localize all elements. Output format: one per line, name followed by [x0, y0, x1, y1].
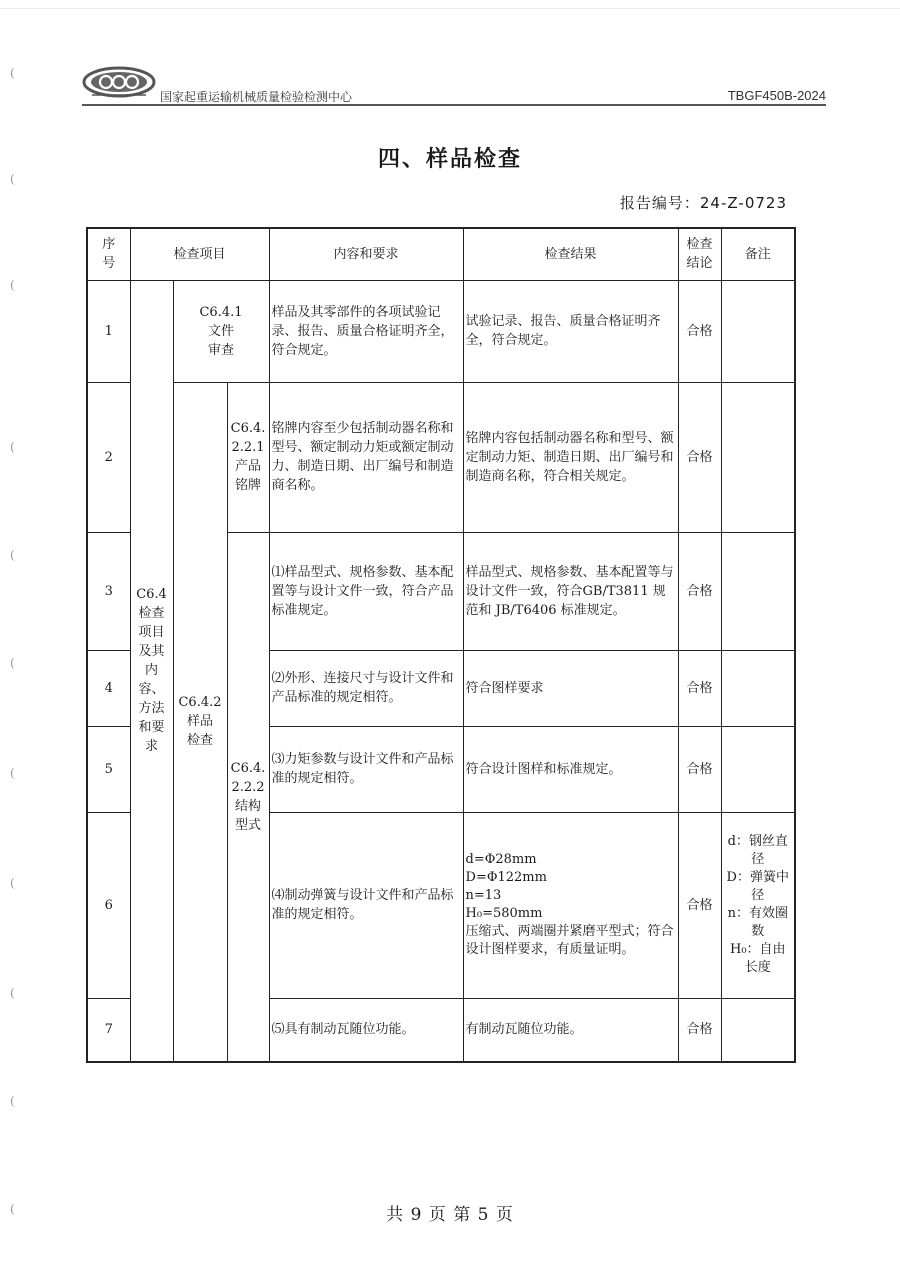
result-cell: 样品型式、规格参数、基本配置等与设计文件一致，符合GB/T3811 规范和 JB/T6406 标准规定。: [463, 532, 678, 650]
group-label-line: 方法: [138, 701, 165, 717]
group-label-c64: [130, 280, 173, 1062]
item-label-line: 铭牌: [235, 478, 262, 493]
row-number: 5: [87, 726, 130, 812]
content-cell: 样品及其零部件的各项试验记录、报告、质量合格证明齐全，符合规定。: [269, 280, 463, 382]
item-c6421: [227, 382, 269, 532]
remark-line: 长度: [744, 960, 771, 975]
spring-free-length: H₀=580mm: [465, 906, 543, 921]
result-cell: 符合图样要求: [463, 650, 678, 726]
remark-cell: [721, 532, 795, 650]
item-label-line: 审查: [208, 342, 235, 358]
spring-wire-diameter: d=Φ28mm: [465, 852, 537, 867]
binding-mark: (: [10, 656, 15, 670]
conclusion-cell: 合格: [678, 998, 721, 1062]
header-result: 检查结果: [463, 228, 678, 280]
binding-mark: (: [10, 876, 15, 890]
item-label-line: C6.4.: [230, 760, 266, 776]
group-label-line: 内容、: [138, 663, 165, 698]
binding-mark: (: [10, 986, 15, 1000]
remark-cell: [721, 998, 795, 1062]
binding-mark: (: [10, 172, 15, 186]
remark-cell: [721, 650, 795, 726]
group-label-line: C6.4: [136, 587, 167, 603]
content-cell: ⑷制动弹簧与设计文件和产品标准的规定相符。: [269, 812, 463, 998]
page-header: [82, 66, 826, 106]
result-cell: 铭牌内容包括制动器名称和型号、额定制动力矩、制造日期、出厂编号和制造商名称，符合相关规定。: [463, 382, 678, 532]
top-edge-line: [0, 8, 900, 9]
binding-mark: (: [10, 1202, 15, 1216]
row-number: 4: [87, 650, 130, 726]
content-cell: ⑶力矩参数与设计文件和产品标准的规定相符。: [269, 726, 463, 812]
organization-logo: [82, 66, 156, 98]
result-cell: 有制动瓦随位功能。: [463, 998, 678, 1062]
conclusion-cell: 合格: [678, 280, 721, 382]
header-seq: [87, 228, 130, 280]
item-label-line: 产品: [235, 459, 262, 474]
remark-cell-spring: [721, 812, 795, 998]
item-label-line: 样品: [186, 714, 213, 730]
content-cell: ⑴样品型式、规格参数、基本配置等与设计文件一致，符合产品标准规定。: [269, 532, 463, 650]
binding-mark: (: [10, 278, 15, 292]
header-rule: [82, 104, 826, 106]
remark-cell: [721, 280, 795, 382]
conclusion-cell: 合格: [678, 726, 721, 812]
row-number: 6: [87, 812, 130, 998]
remark-line: D：弹簧中: [726, 870, 789, 885]
header-item: 检查项目: [130, 228, 269, 280]
item-label-line: C6.4.: [230, 421, 266, 436]
header-row: [87, 228, 795, 280]
table-row: [87, 382, 795, 532]
conclusion-cell: 合格: [678, 532, 721, 650]
binding-mark: (: [10, 66, 15, 80]
remark-cell: [721, 382, 795, 532]
conclusion-cell: 合格: [678, 650, 721, 726]
spring-active-coils: n=13: [465, 888, 502, 903]
remark-line: H₀：自由: [729, 942, 786, 957]
row-number: 7: [87, 998, 130, 1062]
content-cell: ⑵外形、连接尺寸与设计文件和产品标准的规定相符。: [269, 650, 463, 726]
item-c6422: [227, 532, 269, 1062]
item-label-line: 2.2.1: [231, 440, 265, 455]
group-label-line: 和要: [138, 720, 165, 736]
binding-mark: (: [10, 548, 15, 562]
item-label-line: 文件: [208, 323, 235, 339]
remark-cell: [721, 726, 795, 812]
item-label-line: 检查: [186, 733, 213, 749]
inspection-table: [86, 227, 796, 1063]
remark-line: 径: [751, 852, 765, 867]
document-code: TBGF450B-2024: [727, 88, 826, 103]
page-title: 四、样品检查: [377, 147, 522, 172]
table-row: [87, 280, 795, 382]
spring-result-text: 压缩式、两端圈并紧磨平型式；符合设计图样要求，有质量证明。: [465, 924, 674, 957]
row-number: 2: [87, 382, 130, 532]
header-seq-line: 序: [102, 237, 116, 253]
result-cell-spring: [463, 812, 678, 998]
header-seq-line: 号: [102, 256, 116, 272]
content-cell: 铭牌内容至少包括制动器名称和型号、额定制动力矩或额定制动力、制造日期、出厂编号和制造商名称。: [269, 382, 463, 532]
item-label-line: 2.2.2: [231, 779, 265, 795]
row-number: 1: [87, 280, 130, 382]
report-number: 报告编号：24-Z-0723: [619, 194, 787, 212]
result-cell: 试验记录、报告、质量合格证明齐全，符合规定。: [463, 280, 678, 382]
group-label-line: 求: [144, 739, 158, 755]
item-label-line: C6.4.2: [178, 695, 222, 711]
conclusion-cell: 合格: [678, 812, 721, 998]
remark-line: d：钢丝直: [727, 834, 788, 849]
group-label-line: 项目: [138, 625, 165, 641]
binding-mark: (: [10, 766, 15, 780]
binding-mark: (: [10, 1094, 15, 1108]
item-label-line: C6.4.1: [199, 304, 243, 320]
header-remark: 备注: [721, 228, 795, 280]
item-c641: [173, 280, 269, 382]
remark-line: 径: [751, 888, 765, 903]
item-c642: [173, 382, 227, 1062]
organization-name: 国家起重运输机械质量检验检测中心: [160, 90, 353, 104]
header-conclusion-line: 检查: [686, 237, 713, 253]
remark-line: 数: [751, 924, 765, 939]
header-conclusion-line: 结论: [686, 256, 713, 272]
item-label-line: 型式: [235, 817, 262, 833]
remark-line: n：有效圈: [727, 906, 788, 921]
page-footer: 共 9 页 第 5 页: [386, 1205, 514, 1225]
item-label-line: 结构: [235, 798, 262, 814]
header-conclusion: [678, 228, 721, 280]
group-label-line: 检查: [138, 606, 165, 622]
content-cell: ⑸具有制动瓦随位功能。: [269, 998, 463, 1062]
result-cell: 符合设计图样和标准规定。: [463, 726, 678, 812]
binding-mark: (: [10, 440, 15, 454]
row-number: 3: [87, 532, 130, 650]
header-content: 内容和要求: [269, 228, 463, 280]
conclusion-cell: 合格: [678, 382, 721, 532]
spring-mean-diameter: D=Φ122mm: [465, 870, 547, 885]
group-label-line: 及其: [138, 644, 165, 660]
